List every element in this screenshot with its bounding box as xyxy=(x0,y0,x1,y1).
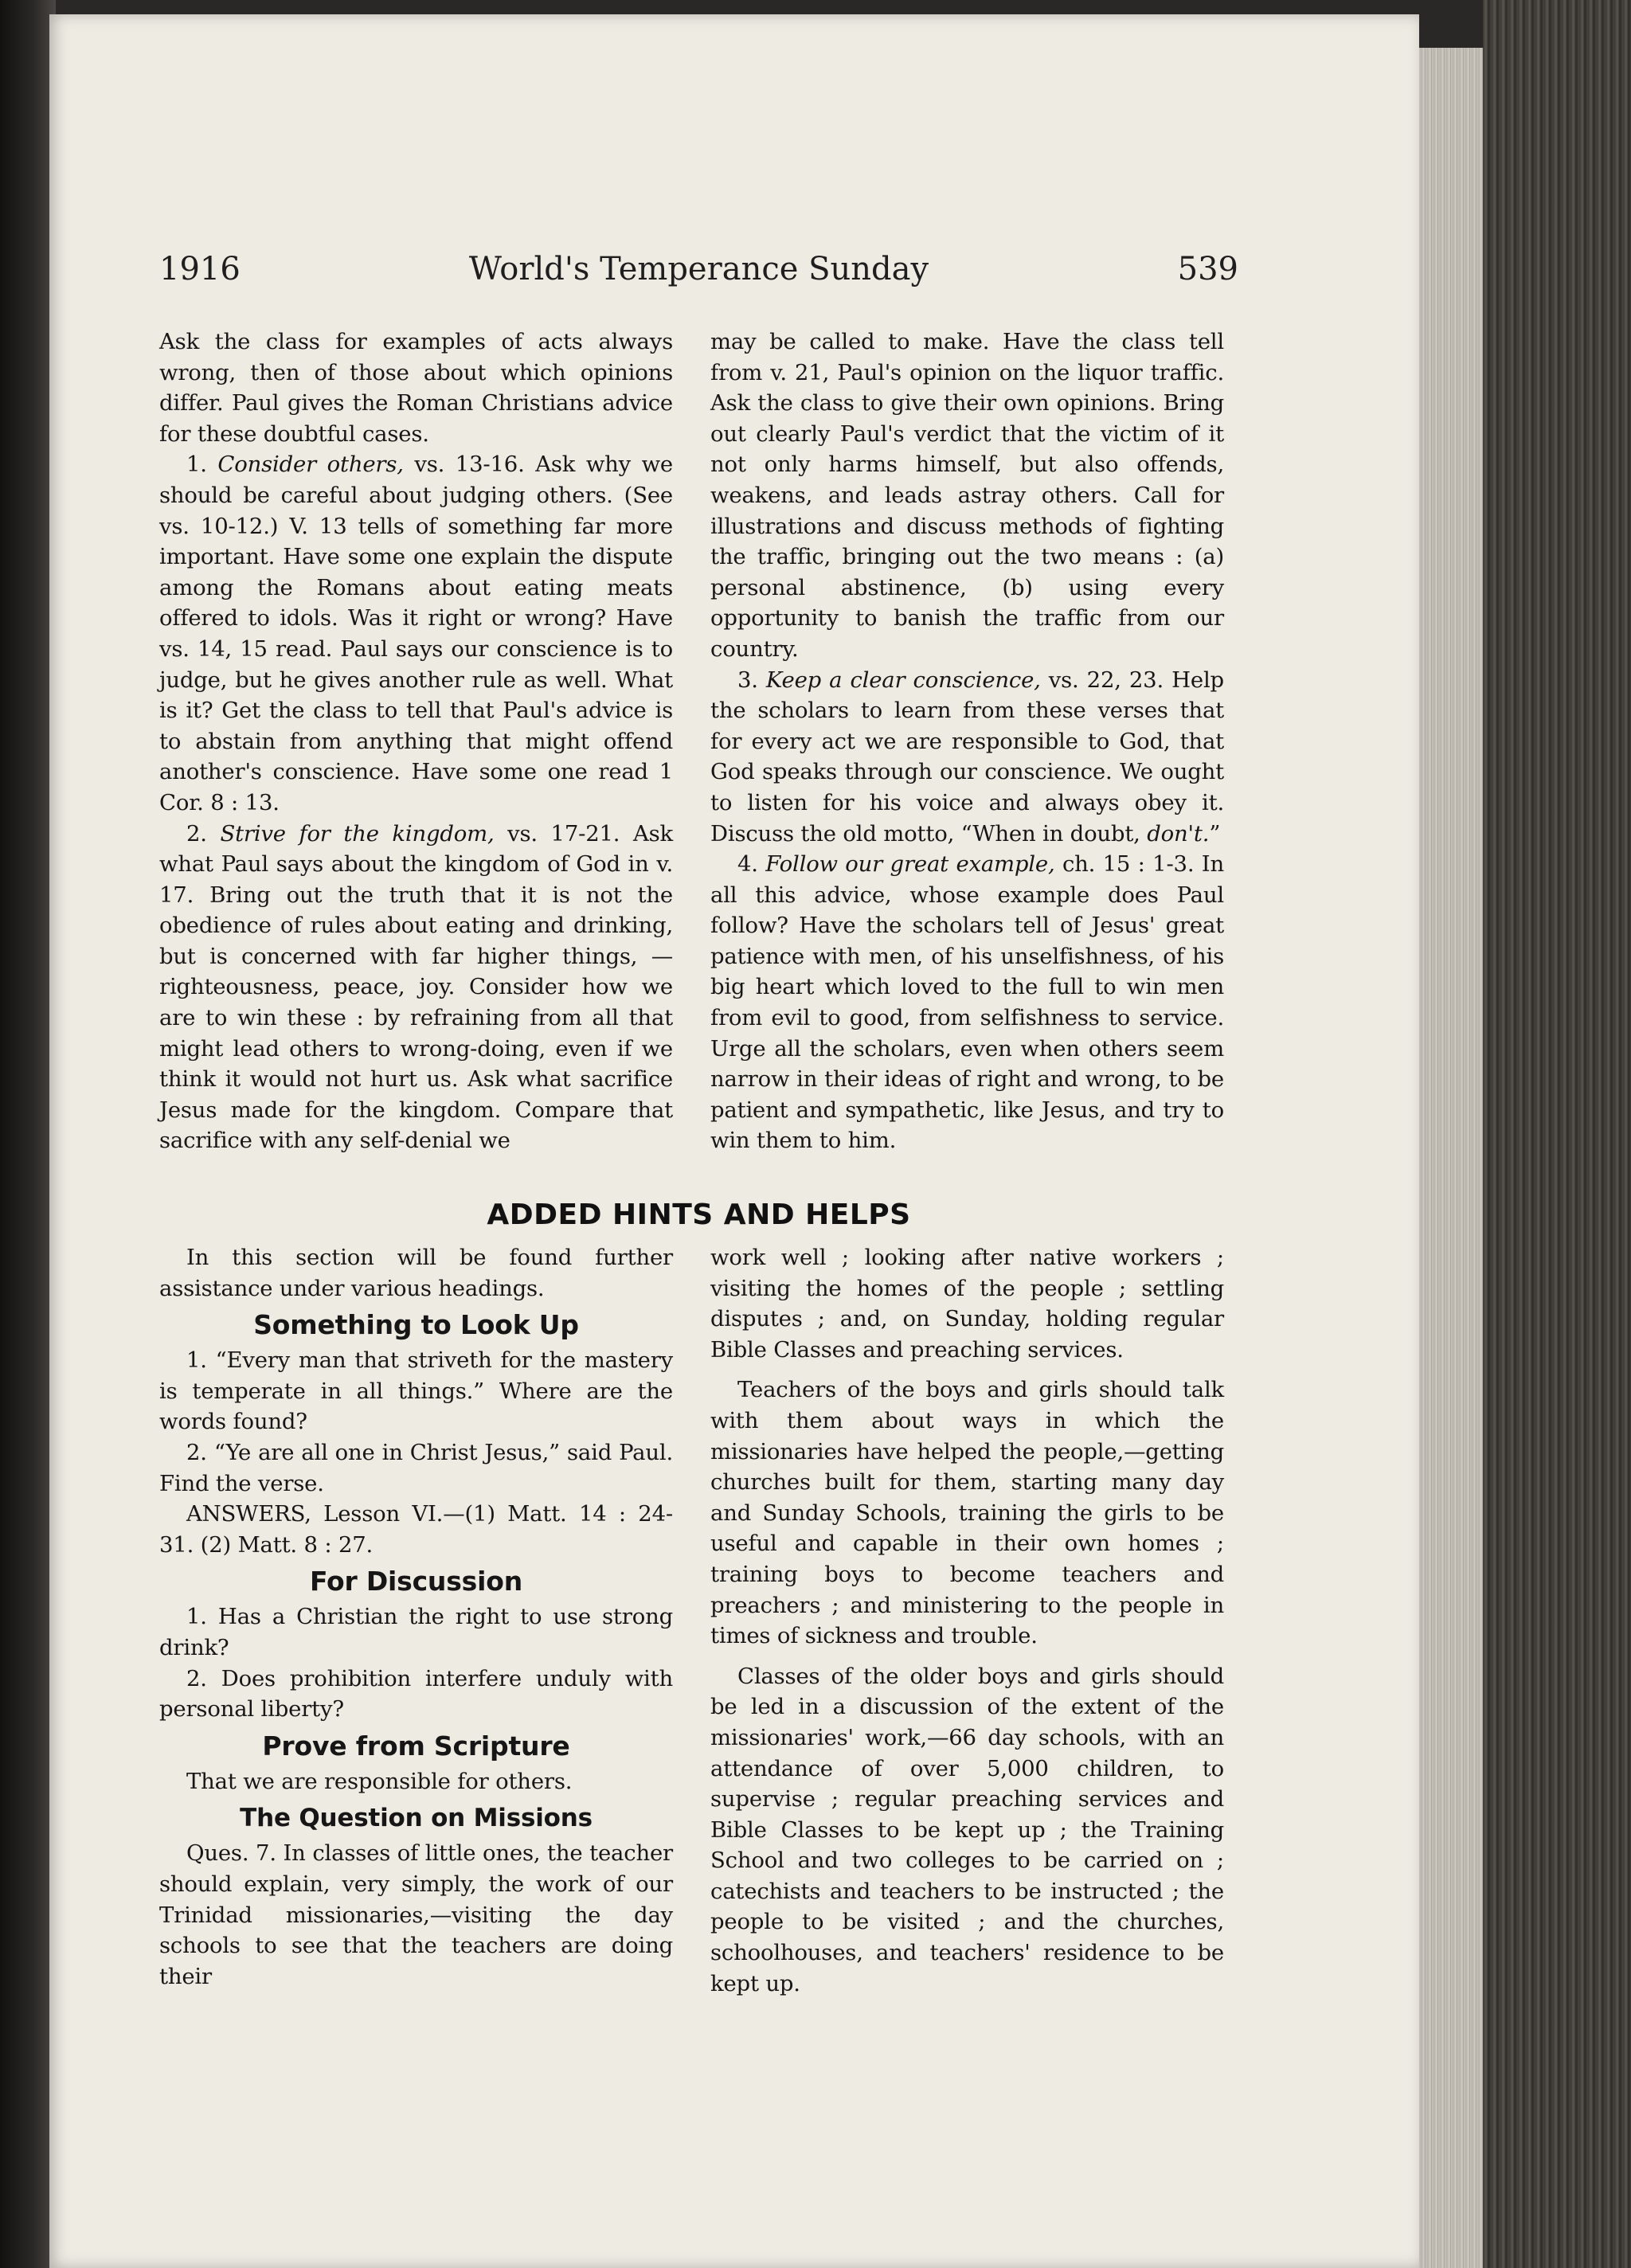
paragraph: That we are responsible for others. xyxy=(186,1768,573,1794)
point-heading: Keep a clear conscience, xyxy=(765,667,1041,693)
paragraph: 2. Does prohibition interfere unduly with personal liberty? xyxy=(159,1665,673,1723)
subheading: The Question on Missions xyxy=(240,1804,593,1833)
paragraph: In this section will be found further assistance under various headings. xyxy=(159,1245,673,1301)
paragraph: 2. “Ye are all one in Christ Jesus,” said Paul. Find the verse. xyxy=(159,1439,673,1496)
paragraph: Ques. 7. In classes of little ones, the teacher should explain, very simply, the work of our Trinidad missionaries,—visiting the day schools to see that the teachers are doing their xyxy=(159,1840,673,1989)
header-year: 1916 xyxy=(159,251,241,287)
page-number: 539 xyxy=(1177,251,1238,287)
point-heading: Consider others, xyxy=(217,452,404,478)
book-cover-edge xyxy=(1483,0,1631,2268)
paragraph: Classes of the older boys and girls should be led in a discussion of the extent of the missionaries' work,—66 day schools, with an attendance of over 5,000 children, to supervise ; regular preaching services and Bible Classes to be kept up ; the Training School and two colleges to be carried on ; catechists and teachers to be instructed ; the people to be visited ; and the churches, schoolhouses, and teachers' residence to be kept up. xyxy=(710,1663,1224,1996)
page-header xyxy=(159,251,1238,299)
paragraph: 1. Consider others, vs. 13-16. Ask why we should be careful about judging others. (See vs. 10-12.) V. 13 tells of something far more important. Have some one explain the dispute among the Romans about eating meats offered to idols. Was it right or wrong? Have vs. 14, 15 read. Paul says our conscience is to judge, but he gives another rule as well. What is it? Get the class to tell that Paul's advice is to abstain from anything that might offend another's conscience. Have some one read 1 Cor. 8 : 13. xyxy=(159,452,673,815)
right-column-bottom xyxy=(710,1242,1224,1999)
subheading: For Discussion xyxy=(309,1566,522,1597)
paragraph: ANSWERS, Lesson VI.—(1) Matt. 14 : 24-31. (2) Matt. 8 : 27. xyxy=(159,1501,673,1558)
paragraph: 1. “Every man that striveth for the mastery is temperate in all things.” Where are the words found? xyxy=(159,1347,673,1435)
subheading: Prove from Scripture xyxy=(262,1730,570,1762)
left-column-bottom xyxy=(159,1242,673,1992)
page-stack-edge xyxy=(1419,48,1483,2268)
section-title: ADDED HINTS AND HELPS xyxy=(487,1199,911,1231)
paragraph: 1. Has a Christian the right to use strong drink? xyxy=(159,1604,673,1660)
left-column-top xyxy=(159,327,673,1156)
paragraph: Teachers of the boys and girls should talk with them about ways in which the missionaries have helped the people,—getting churches built for them, starting many day and Sunday Schools, training the girls to be useful and capable in their own homes ; training boys to become teachers and preachers ; and ministering to the people in times of sickness and trouble. xyxy=(710,1377,1224,1649)
paragraph: 3. Keep a clear conscience, vs. 22, 23. Help the scholars to learn from these verses that for every act we are responsible to God, that God speaks through our conscience. We ought to listen for his voice and always obey it. Discuss the old motto, “When in doubt, don't.” xyxy=(710,667,1224,847)
running-title: World's Temperance Sunday xyxy=(468,251,929,287)
right-column-top xyxy=(710,327,1224,1156)
point-heading: Follow our great example, xyxy=(765,851,1055,878)
paragraph: 2. Strive for the kingdom, vs. 17-21. Ask what Paul says about the kingdom of God in v. 17. Bring out the truth that it is not the obedience of rules about eating and drinking, but is concerned with far higher things, —righteousness, peace, joy. Consider how we are to win these : by refraining from all that might lead others to wrong-doing, even if we think it would not hurt us. Ask what sacrifice Jesus made for the kingdom. Compare that sacrifice with any self-denial we xyxy=(159,820,673,1154)
subheading: Something to Look Up xyxy=(253,1309,579,1341)
point-heading: Strive for the kingdom, xyxy=(220,820,495,847)
paragraph: 4. Follow our great example, ch. 15 : 1-3. In all this advice, whose example does Paul follow? Have the scholars tell of Jesus' great patience with men, of his unselfishness, of his big heart which loved to the full to win men from evil to good, from selfishness to service. Urge all the scholars, even when others seem narrow in their ideas of right and wrong, to be patient and sympathetic, like Jesus, and try to win them to him. xyxy=(710,851,1224,1154)
paragraph: work well ; looking after native workers ; visiting the homes of the people ; settling disputes ; and, on Sunday, holding regular Bible Classes and preaching services. xyxy=(710,1245,1224,1363)
book-spine-left xyxy=(0,0,56,2268)
paragraph: Ask the class for examples of acts always wrong, then of those about which opinions differ. Paul gives the Roman Christians advice for these doubtful cases. xyxy=(159,329,673,447)
paragraph: may be called to make. Have the class tell from v. 21, Paul's opinion on the liquor traffic. Ask the class to give their own opinions. Bring out clearly Paul's verdict that the victim of it not only harms himself, but also offends, weakens, and leads astray others. Call for illustrations and discuss methods of fighting the traffic, bringing out the two means : (a) personal abstinence, (b) using every opportunity to banish the traffic from our country. xyxy=(710,329,1224,662)
